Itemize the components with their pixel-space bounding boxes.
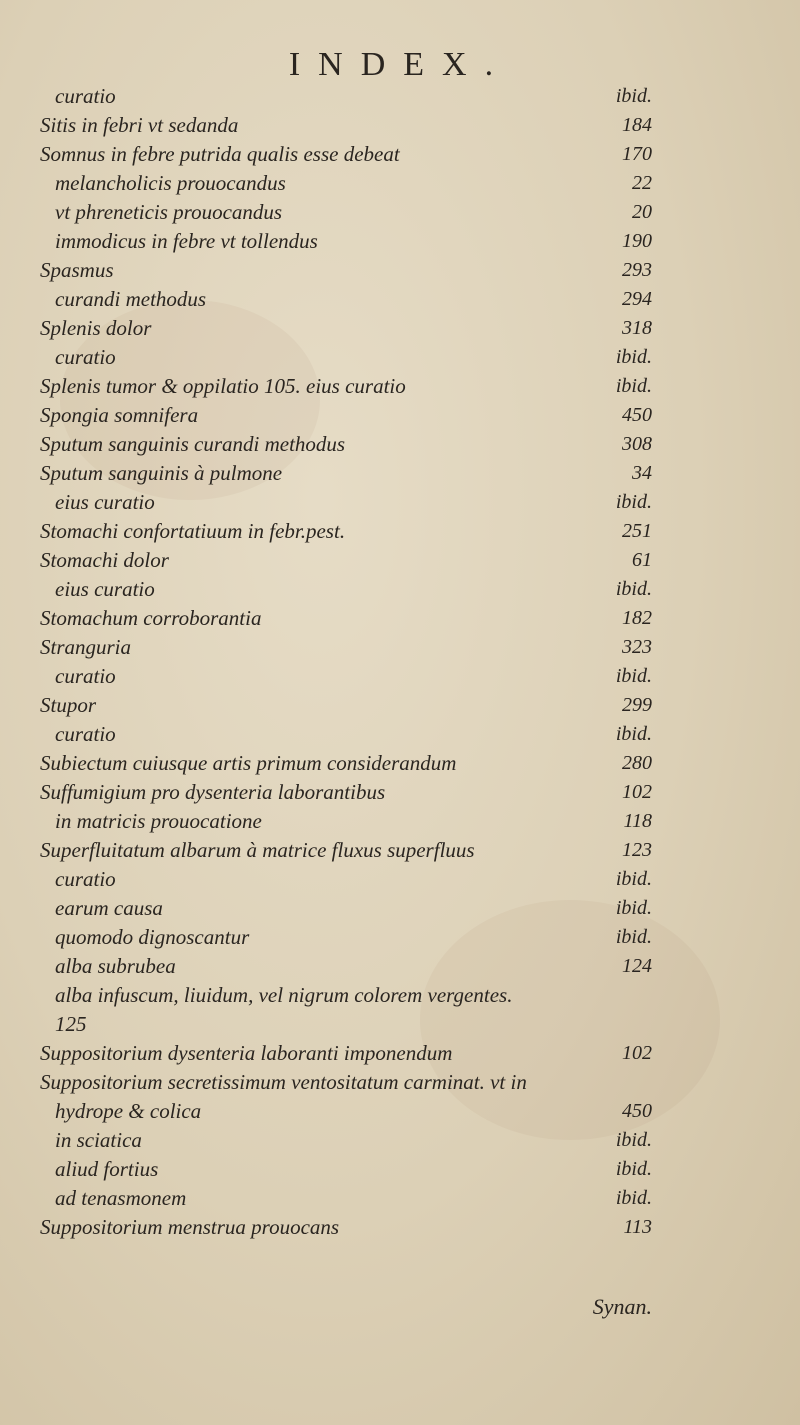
index-entry xyxy=(0,1068,800,1097)
index-term: eius curatio xyxy=(55,577,155,601)
page-reference: ibid. xyxy=(615,578,652,600)
index-term: Superfluitatum albarum à matrice fluxus superfluus xyxy=(40,838,475,862)
index-entry xyxy=(0,633,800,662)
page-reference: 22 xyxy=(632,172,652,194)
index-term: eius curatio xyxy=(55,490,155,514)
index-entry xyxy=(0,459,800,488)
index-entry xyxy=(0,952,800,981)
index-entry xyxy=(0,488,800,517)
page-reference: 61 xyxy=(632,549,652,571)
index-entry xyxy=(0,140,800,169)
page-reference: ibid. xyxy=(615,868,652,890)
index-term: Suppositorium menstrua prouocans xyxy=(40,1215,340,1239)
index-entry xyxy=(0,865,800,894)
page-reference: 123 xyxy=(622,839,652,861)
index-entry xyxy=(0,749,800,778)
index-term: immodicus in febre vt tollendus xyxy=(55,229,318,253)
index-term: hydrope & colica xyxy=(55,1099,202,1123)
index-entry xyxy=(0,285,800,314)
index-entry xyxy=(0,923,800,952)
index-term: curatio xyxy=(55,664,116,688)
index-entry xyxy=(0,807,800,836)
index-entry xyxy=(0,1213,800,1242)
page-reference: 294 xyxy=(622,288,652,310)
page-header: INDEX. xyxy=(288,46,512,83)
index-entry xyxy=(0,227,800,256)
index-entry xyxy=(0,1126,800,1155)
index-entry xyxy=(0,314,800,343)
page-reference: 113 xyxy=(623,1216,652,1238)
index-term: aliud fortius xyxy=(55,1157,159,1181)
index-term: Suppositorium dysenteria laboranti imponendum xyxy=(40,1041,453,1065)
page-reference: 20 xyxy=(632,201,652,223)
index-term: Stomachi confortatiuum in febr.pest. xyxy=(40,519,346,543)
page-reference: 280 xyxy=(622,752,652,774)
page-reference: 118 xyxy=(623,810,652,832)
index-entry xyxy=(0,546,800,575)
index-term: Stomachum corroborantia xyxy=(40,606,262,630)
page-reference: ibid. xyxy=(615,346,652,368)
page-reference: 450 xyxy=(622,404,652,426)
index-entry xyxy=(0,1039,800,1068)
index-entry xyxy=(0,691,800,720)
index-entry xyxy=(0,604,800,633)
index-entry xyxy=(0,575,800,604)
index-entry xyxy=(0,517,800,546)
page-reference: 323 xyxy=(622,636,652,658)
index-entry xyxy=(0,1010,800,1039)
page-reference: ibid. xyxy=(615,723,652,745)
index-entry xyxy=(0,662,800,691)
page-reference: ibid. xyxy=(615,897,652,919)
index-entry xyxy=(0,111,800,140)
page-reference: 170 xyxy=(622,143,652,165)
index-term: curatio xyxy=(55,722,116,746)
index-entry xyxy=(0,1097,800,1126)
page-reference: 184 xyxy=(622,114,652,136)
index-term: Sputum sanguinis curandi methodus xyxy=(40,432,346,456)
page-reference: ibid. xyxy=(615,1158,652,1180)
index-term: in sciatica xyxy=(55,1128,142,1152)
index-term: Stupor xyxy=(40,693,97,717)
index-entry xyxy=(0,430,800,459)
index-term: Suppositorium secretissimum ventositatum carminat. vt in xyxy=(40,1070,527,1094)
page-reference: 293 xyxy=(622,259,652,281)
index-entry xyxy=(0,1184,800,1213)
index-term: vt phreneticis prouocandus xyxy=(55,200,283,224)
index-term: Stomachi dolor xyxy=(40,548,169,572)
page-reference: ibid. xyxy=(615,491,652,513)
index-entries xyxy=(0,82,800,1242)
index-term: 125 xyxy=(55,1012,87,1036)
index-term: Somnus in febre putrida qualis esse debeat xyxy=(40,142,400,166)
index-term: alba infuscum, liuidum, vel nigrum colorem vergentes. xyxy=(55,983,513,1007)
index-entry xyxy=(0,894,800,923)
page-reference: 251 xyxy=(622,520,652,542)
index-entry xyxy=(0,343,800,372)
page-reference: ibid. xyxy=(615,1187,652,1209)
index-entry xyxy=(0,836,800,865)
index-term: Splenis dolor xyxy=(40,316,152,340)
index-term: quomodo dignoscantur xyxy=(55,925,250,949)
index-term: earum causa xyxy=(55,896,163,920)
index-entry xyxy=(0,401,800,430)
index-term: curatio xyxy=(55,867,116,891)
catchword: Synan. xyxy=(592,1294,652,1319)
index-entry xyxy=(0,256,800,285)
page-reference: ibid. xyxy=(615,665,652,687)
page-reference: ibid. xyxy=(615,926,652,948)
page-reference: 124 xyxy=(622,955,652,977)
index-entry xyxy=(0,720,800,749)
index-term: curandi methodus xyxy=(55,287,207,311)
page-reference: ibid. xyxy=(615,85,652,107)
page-reference: 102 xyxy=(622,781,652,803)
index-term: Spongia somnifera xyxy=(40,403,199,427)
index-entry xyxy=(0,981,800,1010)
index-term: alba subrubea xyxy=(55,954,176,978)
page-reference: ibid. xyxy=(615,1129,652,1151)
page-reference: 190 xyxy=(622,230,652,252)
page-reference: 182 xyxy=(622,607,652,629)
index-term: curatio xyxy=(55,84,116,108)
page-reference: 308 xyxy=(622,433,652,455)
page-reference: 450 xyxy=(622,1100,652,1122)
index-term: Splenis tumor & oppilatio 105. eius curatio xyxy=(40,374,406,398)
page-reference: 34 xyxy=(632,462,652,484)
index-entry xyxy=(0,778,800,807)
index-entry xyxy=(0,82,800,111)
index-entry xyxy=(0,372,800,401)
page-reference: 299 xyxy=(622,694,652,716)
index-term: Subiectum cuiusque artis primum considerandum xyxy=(40,751,457,775)
index-term: curatio xyxy=(55,345,116,369)
page-reference: 318 xyxy=(622,317,652,339)
index-term: Spasmus xyxy=(40,258,114,282)
index-entry xyxy=(0,1155,800,1184)
index-term: Suffumigium pro dysenteria laborantibus xyxy=(40,780,386,804)
index-entry xyxy=(0,169,800,198)
index-term: in matricis prouocatione xyxy=(55,809,262,833)
index-term: Sputum sanguinis à pulmone xyxy=(40,461,283,485)
page-reference: 102 xyxy=(622,1042,652,1064)
page-reference: ibid. xyxy=(615,375,652,397)
index-term: ad tenasmonem xyxy=(55,1186,187,1210)
index-term: Stranguria xyxy=(40,635,132,659)
index-entry xyxy=(0,198,800,227)
index-term: melancholicis prouocandus xyxy=(55,171,286,195)
index-term: Sitis in febri vt sedanda xyxy=(40,113,239,137)
